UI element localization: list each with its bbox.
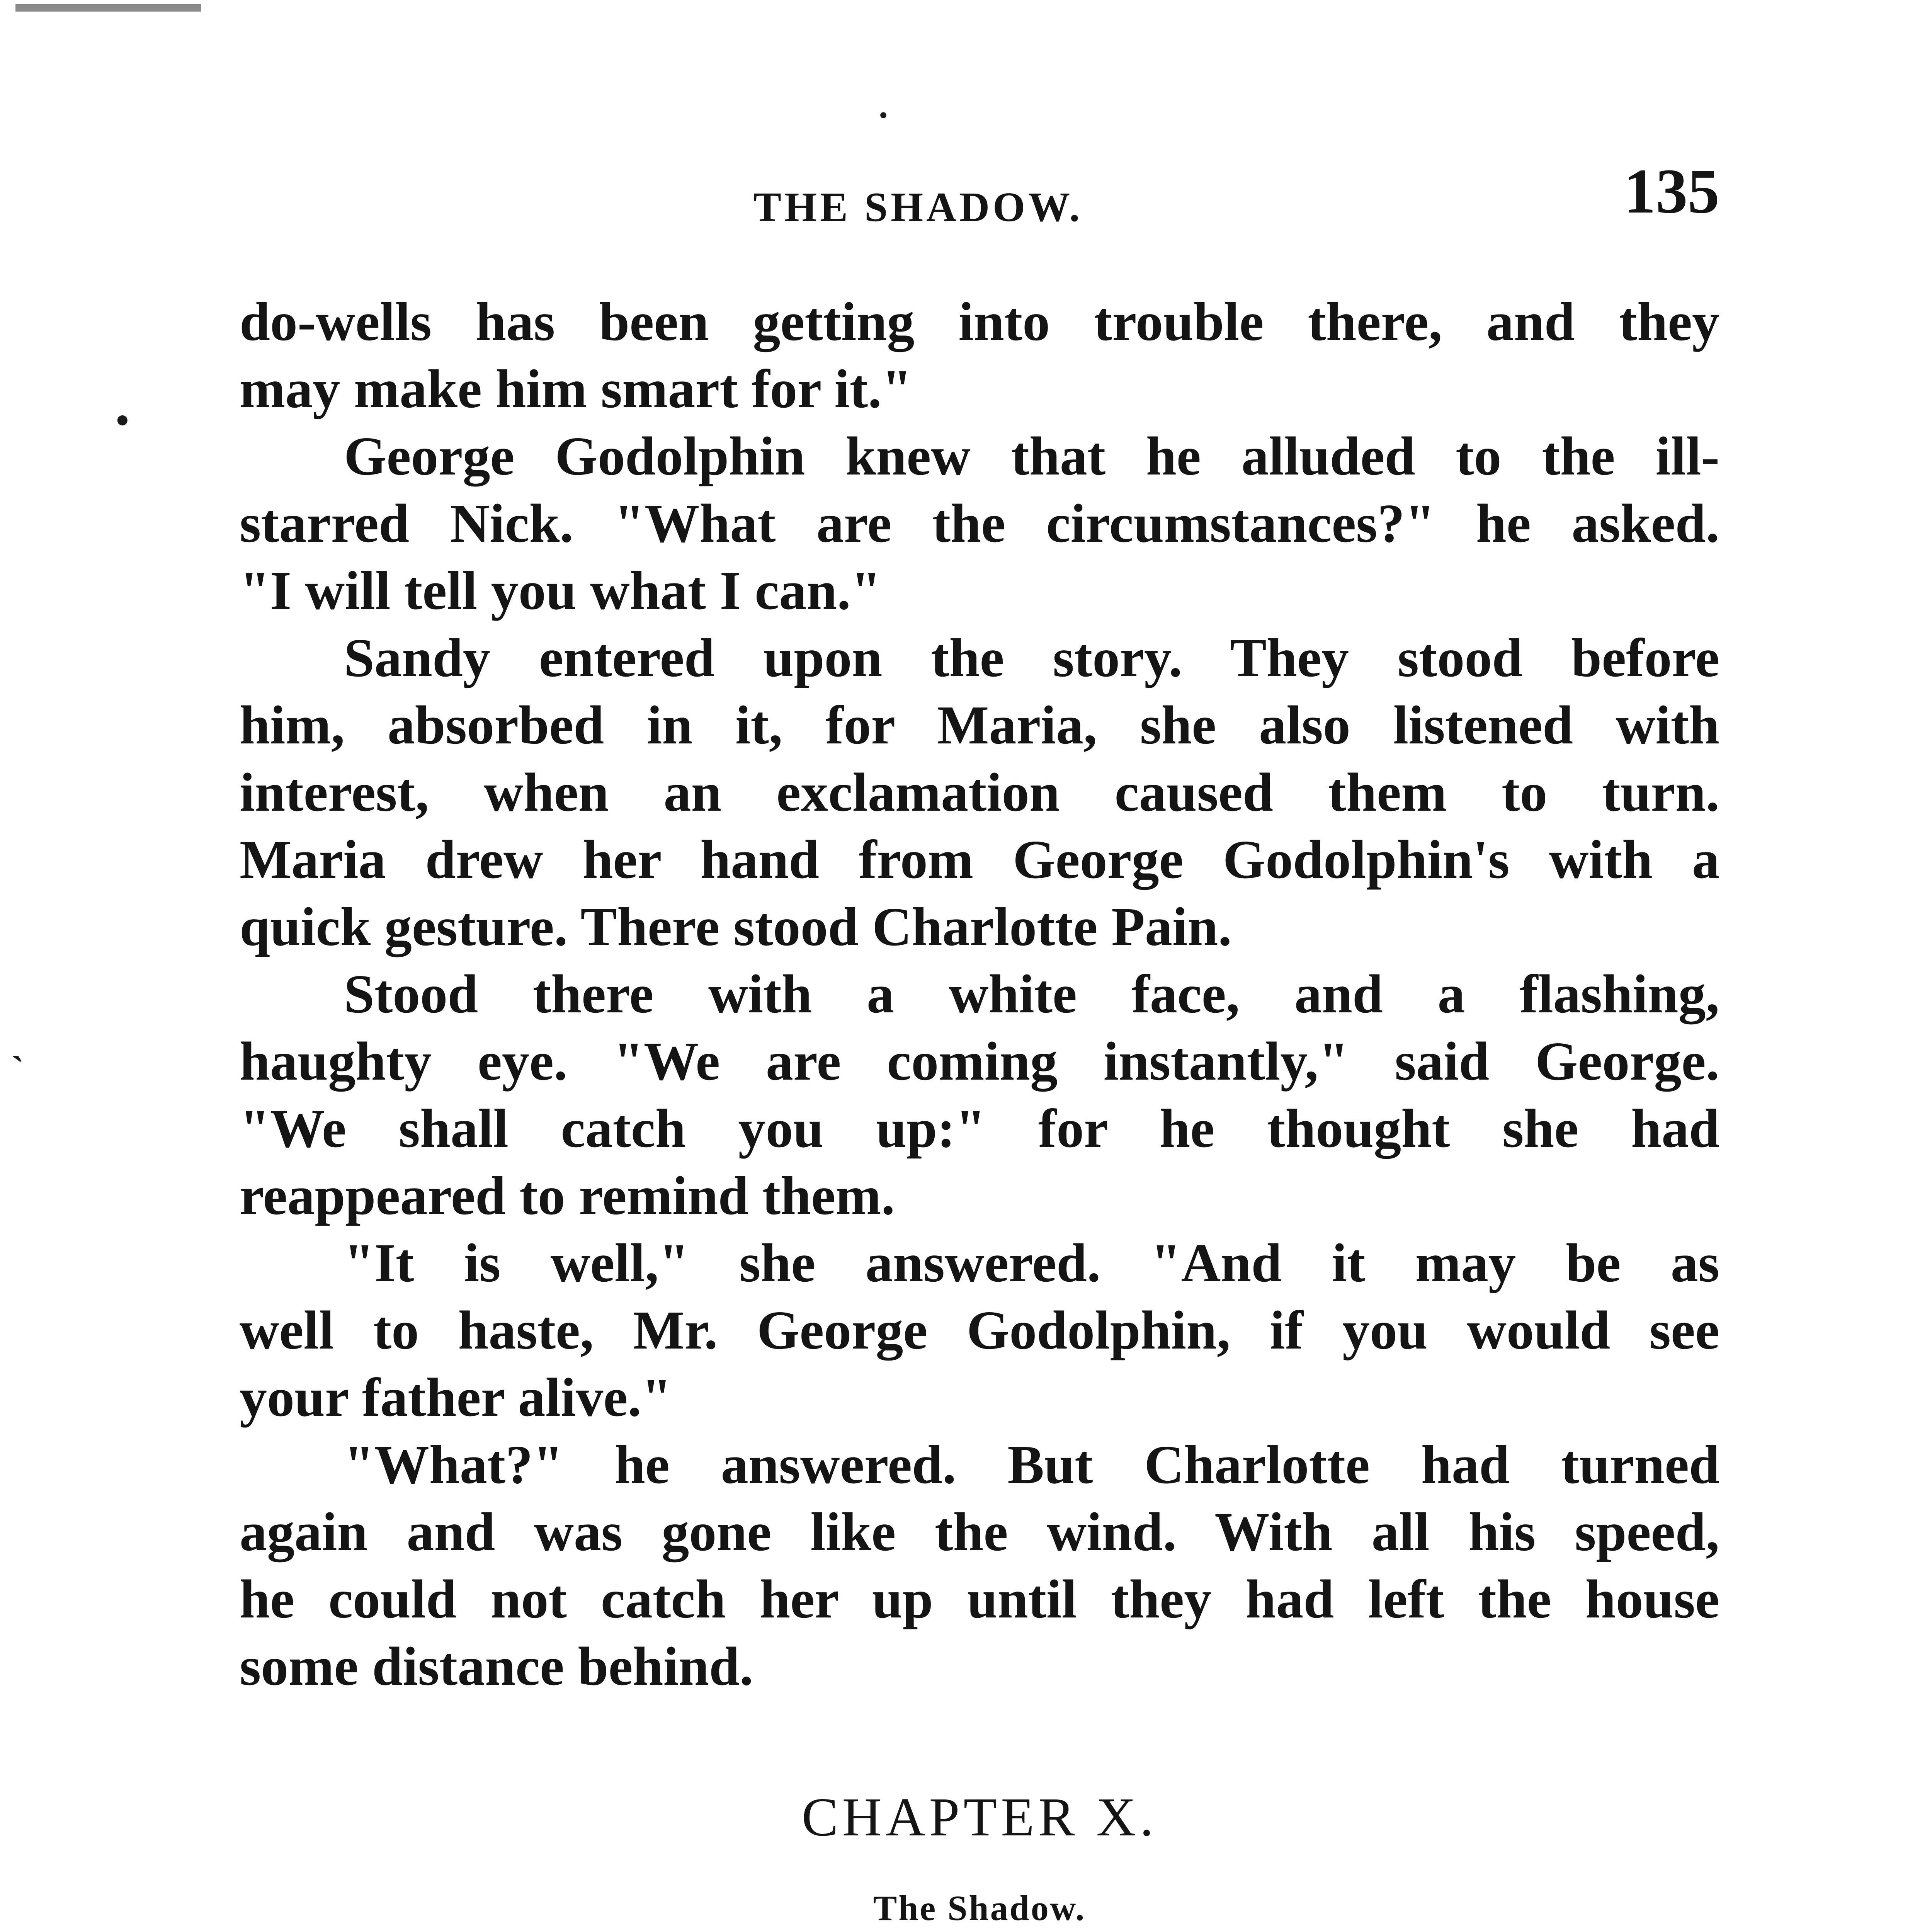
text-line: Maria drew her hand from George Godolphin's with a bbox=[240, 829, 1719, 890]
ink-speck: ` bbox=[12, 1049, 24, 1090]
text-line: Stood there with a white face, and a flashing, bbox=[344, 963, 1719, 1024]
cropped-previous-line bbox=[0, 0, 232, 12]
text-line: some distance behind. bbox=[240, 1636, 753, 1697]
text-line: George Godolphin knew that he alluded to the ill- bbox=[344, 425, 1719, 486]
text-line: well to haste, Mr. George Godolphin, if you would see bbox=[240, 1299, 1719, 1361]
text-line: reappeared to remind them. bbox=[240, 1165, 895, 1226]
text-line: Sandy entered upon the story. They stood before bbox=[344, 627, 1719, 688]
text-line: may make him smart for it." bbox=[240, 358, 912, 419]
text-line: quick gesture. There stood Charlotte Pain. bbox=[240, 896, 1232, 957]
text-line: "It is well," she answered. "And it may be as bbox=[344, 1232, 1719, 1293]
chapter-heading: CHAPTER X. bbox=[801, 1786, 1158, 1847]
text-line: do-wells has been getting into trouble there, and they bbox=[240, 291, 1719, 352]
text-line: "We shall catch you up:" for he thought she had bbox=[240, 1098, 1719, 1159]
chapter-subtitle: The Shadow. bbox=[873, 1888, 1086, 1928]
text-line: interest, when an exclamation caused them to turn. bbox=[240, 762, 1719, 823]
text-line: your father alive." bbox=[240, 1367, 672, 1428]
text-line: he could not catch her up until they had left the house bbox=[240, 1568, 1719, 1629]
running-header bbox=[240, 147, 1719, 232]
running-title: THE SHADOW. bbox=[753, 184, 1083, 230]
page-number: 135 bbox=[1624, 156, 1719, 226]
text-line: him, absorbed in it, for Maria, she also listened with bbox=[240, 694, 1719, 755]
text-before-chapter bbox=[240, 288, 1719, 1700]
cropped-text-fragment bbox=[15, 0, 201, 12]
ink-speck: • bbox=[116, 400, 129, 441]
text-line: "I will tell you what I can." bbox=[240, 560, 881, 621]
text-line: starred Nick. "What are the circumstances?" he asked. bbox=[240, 493, 1719, 554]
text-line: haughty eye. "We are coming instantly," said George. bbox=[240, 1031, 1719, 1092]
text-line: "What?" he answered. But Charlotte had turned bbox=[344, 1434, 1719, 1495]
ink-speck: · bbox=[877, 94, 890, 136]
text-line: again and was gone like the wind. With all his speed, bbox=[240, 1501, 1719, 1562]
